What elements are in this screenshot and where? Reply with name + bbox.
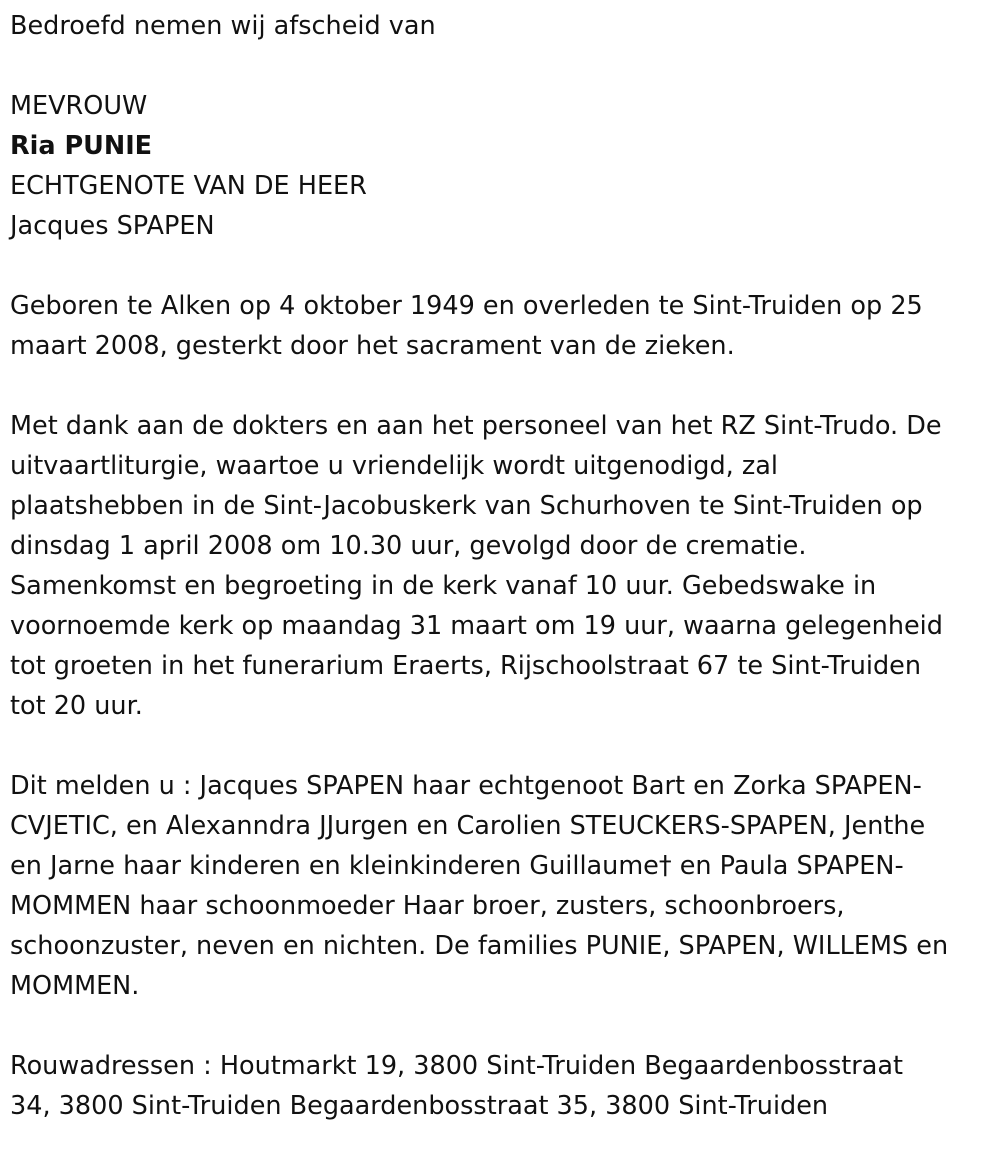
paragraph-line: dinsdag 1 april 2008 om 10.30 uur, gevolgd door de crematie. bbox=[10, 531, 807, 561]
paragraph-line: Dit melden u : Jacques SPAPEN haar echtgenoot Bart en Zorka SPAPEN- bbox=[10, 771, 922, 801]
birth-death-paragraph bbox=[10, 286, 990, 366]
paragraph-line: Rouwadressen : Houtmarkt 19, 3800 Sint-Truiden Begaardenbosstraat bbox=[10, 1051, 904, 1081]
spouse-name: Jacques SPAPEN bbox=[10, 211, 215, 241]
paragraph-line: tot groeten in het funerarium Eraerts, Rijschoolstraat 67 te Sint-Truiden bbox=[10, 651, 922, 681]
paragraph-line: en Jarne haar kinderen en kleinkinderen Guillaume† en Paula SPAPEN- bbox=[10, 851, 904, 881]
relation-line: ECHTGENOTE VAN DE HEER bbox=[10, 171, 367, 201]
paragraph-line: CVJETIC, en Alexanndra JJurgen en Carolien STEUCKERS-SPAPEN, Jenthe bbox=[10, 811, 926, 841]
ceremony-paragraph bbox=[10, 406, 990, 726]
paragraph-line: uitvaartliturgie, waartoe u vriendelijk wordt uitgenodigd, zal bbox=[10, 451, 778, 481]
paragraph-line: Met dank aan de dokters en aan het personeel van het RZ Sint-Trudo. De bbox=[10, 411, 942, 441]
intro-line: Bedroefd nemen wij afscheid van bbox=[10, 11, 436, 41]
paragraph-line: plaatshebben in de Sint-Jacobuskerk van Schurhoven te Sint-Truiden op bbox=[10, 491, 923, 521]
paragraph-line: 34, 3800 Sint-Truiden Begaardenbosstraat 35, 3800 Sint-Truiden bbox=[10, 1091, 829, 1121]
paragraph-line: voornoemde kerk op maandag 31 maart om 19 uur, waarna gelegenheid bbox=[10, 611, 943, 641]
obituary-document bbox=[0, 6, 1000, 1172]
paragraph-line: Samenkomst en begroeting in de kerk vanaf 10 uur. Gebedswake in bbox=[10, 571, 877, 601]
deceased-name: Ria PUNIE bbox=[10, 131, 153, 161]
family-paragraph bbox=[10, 766, 990, 1006]
paragraph-line: MOMMEN haar schoonmoeder Haar broer, zusters, schoonbroers, bbox=[10, 891, 845, 921]
paragraph-line: schoonzuster, neven en nichten. De families PUNIE, SPAPEN, WILLEMS en bbox=[10, 931, 949, 961]
addresses-paragraph bbox=[10, 1046, 990, 1126]
paragraph-line: tot 20 uur. bbox=[10, 691, 143, 721]
paragraph-line: MOMMEN. bbox=[10, 971, 140, 1001]
paragraph-line: maart 2008, gesterkt door het sacrament van de zieken. bbox=[10, 331, 735, 361]
paragraph-line: Geboren te Alken op 4 oktober 1949 en overleden te Sint-Truiden op 25 bbox=[10, 291, 923, 321]
title-prefix: MEVROUW bbox=[10, 91, 148, 121]
